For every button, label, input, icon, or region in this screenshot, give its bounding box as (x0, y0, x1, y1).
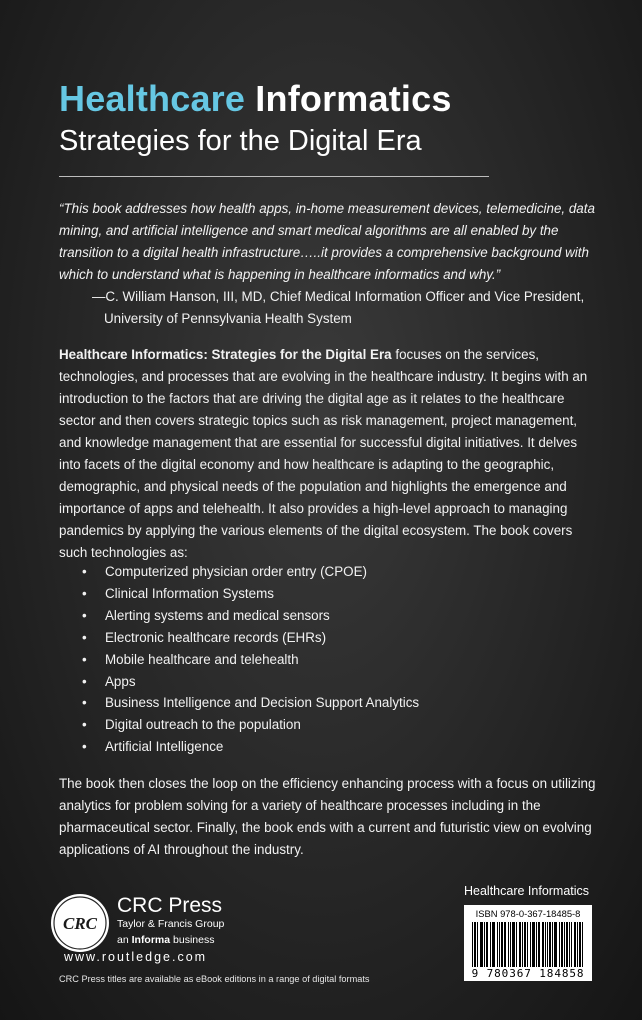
barcode-bar (487, 922, 488, 967)
barcode-bar (484, 922, 485, 967)
list-item: • Alerting systems and medical sensors (82, 605, 419, 627)
barcode-bar (501, 922, 502, 967)
barcode-bar (547, 922, 548, 967)
barcode-bar (527, 922, 528, 967)
list-item: • Mobile healthcare and telehealth (82, 649, 419, 671)
barcode-bar (532, 922, 533, 967)
barcode-bar (524, 922, 525, 967)
publisher-name: CRC Press (117, 894, 223, 917)
list-item: • Artificial Intelligence (82, 736, 419, 758)
book-description (59, 344, 599, 564)
barcode-bar (566, 922, 567, 967)
barcode-bar (554, 922, 555, 967)
barcode-bar (502, 922, 503, 967)
list-item: • Electronic healthcare records (EHRs) (82, 627, 419, 649)
description-text: focuses on the services, technologies, and processes that are evolving in the healthcare industry. It begins with an introduction to the factors that are driving the digital age as it relates to the healthcare sector and then covers strategic topics such as risk management, project management, and knowledge management that are essential for successful digital initiatives. It delves into facets of the digital economy and how healthcare is adapting to the geographic, demographic, and physical needs of the population and highlights the emergence and importance of apps and telehealth. It also provides a high-level approach to managing pandemics by applying the various elements of the digital ecosystem. The book covers such technologies as: (59, 347, 588, 560)
barcode-title: Healthcare Informatics (464, 884, 590, 898)
barcode-bar (497, 922, 498, 967)
barcode-bar (493, 922, 494, 967)
barcode-bar (555, 922, 556, 967)
barcode-bar (556, 922, 557, 967)
barcode-bar (530, 922, 531, 967)
barcode-bar (552, 922, 553, 967)
barcode-bar (542, 922, 543, 967)
crc-logo-text: CRC (62, 914, 98, 933)
barcode-bar (475, 922, 476, 967)
title-divider (59, 176, 489, 177)
barcode-bar (477, 922, 478, 967)
crc-press-logo (49, 892, 111, 954)
closing-paragraph: The book then closes the loop on the efficiency enhancing process with a focus on utilizing analytics for problem solving for a variety of healthcare processes including in the pharmaceutical sector. Finally, the book ends with a current and futuristic view on evolving applications of AI throughout the industry. (59, 776, 596, 857)
barcode-bar (533, 922, 534, 967)
quote-attribution (92, 286, 612, 330)
book-subtitle: Strategies for the Digital Era (59, 125, 422, 157)
barcode-bar (550, 922, 551, 967)
book-title-accent: Healthcare (59, 78, 246, 119)
barcode-bar (490, 922, 491, 967)
barcode-bar (513, 922, 514, 967)
barcode-bar (480, 922, 481, 967)
attribution-line-2: University of Pennsylvania Health System (104, 311, 352, 326)
barcode-bar (522, 922, 523, 967)
barcode-bar (504, 922, 505, 967)
barcode-bar (574, 922, 575, 967)
barcode-bar (539, 922, 540, 967)
barcode-bar (575, 922, 576, 967)
barcode-bar (582, 922, 583, 967)
list-item: • Apps (82, 671, 419, 693)
barcode-panel (464, 905, 592, 981)
barcode-bar (562, 922, 563, 967)
barcode-bar (520, 922, 521, 967)
barcode-bar (580, 922, 581, 967)
barcode-bar (534, 922, 535, 967)
barcode-digits: 9 780367 184858 (471, 967, 585, 980)
publisher-website: www.routledge.com (64, 950, 208, 964)
barcode-bar (499, 922, 500, 967)
barcode-bar (494, 922, 495, 967)
isbn-number: ISBN 978-0-367-18485-8 (475, 908, 581, 919)
barcode-bar (559, 922, 560, 967)
barcode-bar (516, 922, 517, 967)
barcode-bar (481, 922, 482, 967)
barcode-bar (510, 922, 511, 967)
barcode-bar (472, 922, 473, 967)
list-item: • Computerized physician order entry (CPOE) (82, 561, 419, 583)
barcode-bar (579, 922, 580, 967)
description-bold-title: Healthcare Informatics: Strategies for the Digital Era (59, 347, 392, 362)
barcode-bar (545, 922, 546, 967)
endorsement-quote: “This book addresses how health apps, in-home measurement devices, telemedicine, data mining, and artificial intelligence and smart medical algorithms are all enabled by the transition to a digital health infrastructure…..it provides a comprehensive background with which to understand what is happening in healthcare informatics and why.” (59, 201, 595, 282)
barcode-bar (567, 922, 568, 967)
barcode-bars (472, 922, 584, 967)
barcode-bar (519, 922, 520, 967)
barcode-bar (549, 922, 550, 967)
barcode-bar (564, 922, 565, 967)
technologies-list (82, 561, 419, 758)
barcode-bar (525, 922, 526, 967)
barcode-bar (536, 922, 537, 967)
list-item: • Digital outreach to the population (82, 714, 419, 736)
barcode-bar (482, 922, 483, 967)
barcode-bar (486, 922, 487, 967)
barcode-bar (514, 922, 515, 967)
publisher-business: an Informa business (117, 934, 215, 946)
barcode-bar (538, 922, 539, 967)
ebook-note: CRC Press titles are available as eBook editions in a range of digital formats (59, 974, 370, 984)
publisher-group: Taylor & Francis Group (117, 918, 225, 930)
book-title-rest: Informatics (245, 78, 452, 119)
barcode-bar (512, 922, 513, 967)
barcode-bar (492, 922, 493, 967)
barcode-bar (508, 922, 509, 967)
book-title (59, 78, 452, 120)
barcode-bar (474, 922, 475, 967)
list-item: • Clinical Information Systems (82, 583, 419, 605)
barcode-bar (571, 922, 572, 967)
attribution-line-1: —C. William Hanson, III, MD, Chief Medical Information Officer and Vice President, (92, 289, 585, 304)
barcode-bar (569, 922, 570, 967)
barcode-bar (561, 922, 562, 967)
barcode-bar (577, 922, 578, 967)
barcode-bar (505, 922, 506, 967)
barcode-bar (543, 922, 544, 967)
informa-brand: Informa (131, 934, 171, 946)
list-item: • Business Intelligence and Decision Support Analytics (82, 692, 419, 714)
